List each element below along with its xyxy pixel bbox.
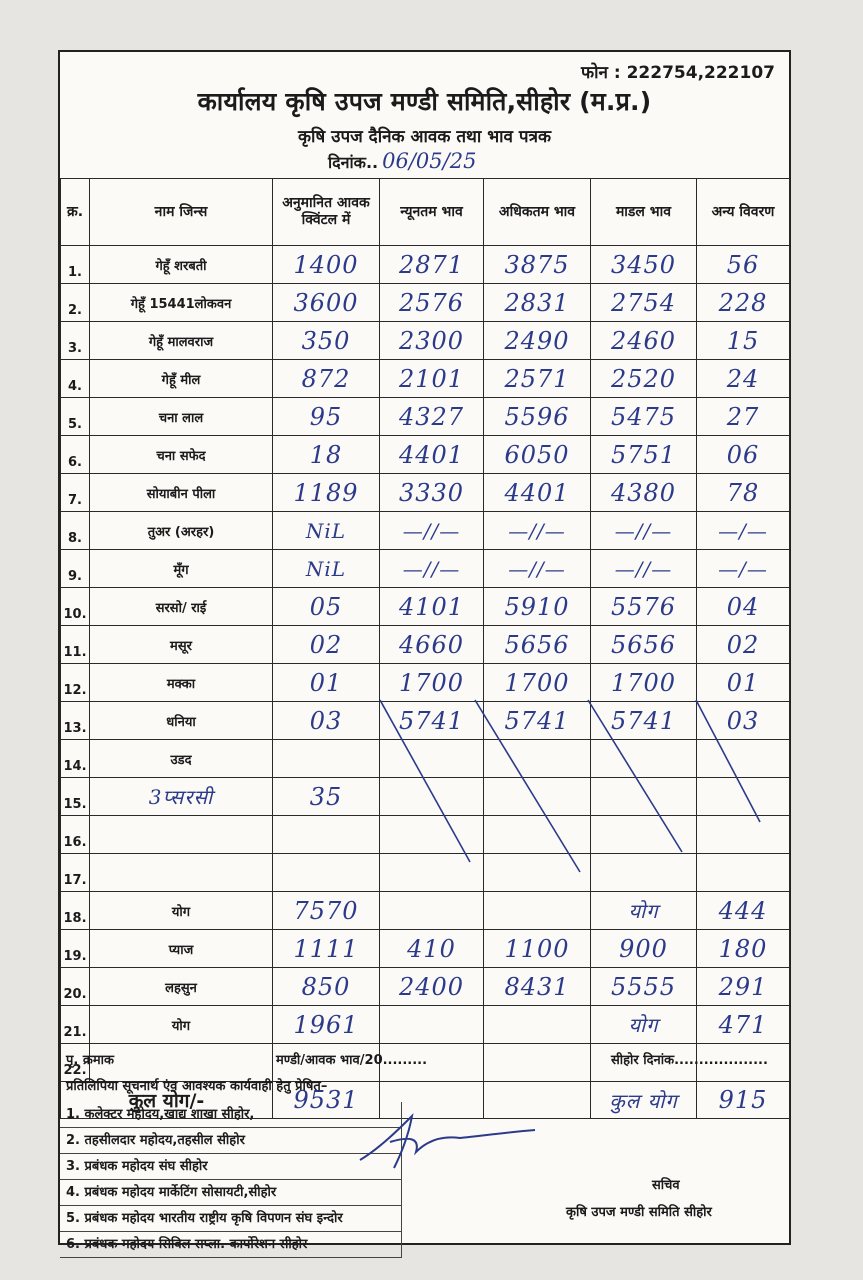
- row-max-price: 2490: [484, 322, 591, 360]
- row-number: 22.: [61, 1044, 90, 1082]
- row-commodity: मक्का: [90, 664, 273, 702]
- row-number: 16.: [61, 816, 90, 854]
- row-number: 18.: [61, 892, 90, 930]
- row-min-price: 2400: [380, 968, 484, 1006]
- row-other: 228: [697, 284, 790, 322]
- row-number: 1.: [61, 246, 90, 284]
- row-max-price: 2831: [484, 284, 591, 322]
- row-commodity: [90, 854, 273, 892]
- row-commodity: प्याज: [90, 930, 273, 968]
- row-modal-price: 5751: [591, 436, 697, 474]
- row-number: 2.: [61, 284, 90, 322]
- row-min-price: 1700: [380, 664, 484, 702]
- row-arrival: 350: [273, 322, 380, 360]
- row-arrival: NiL: [273, 550, 380, 588]
- row-arrival: 35: [273, 778, 380, 816]
- grand-total-arrival: 9531: [273, 1082, 380, 1119]
- row-commodity: मसूर: [90, 626, 273, 664]
- row-modal-price: 5656: [591, 626, 697, 664]
- row-number: 19.: [61, 930, 90, 968]
- sehore-date: सीहोर दिनांक...................: [611, 1053, 768, 1068]
- rates-table: [60, 178, 790, 1119]
- table-row: [61, 626, 790, 664]
- table-row: [61, 702, 790, 740]
- row-commodity: मूँग: [90, 550, 273, 588]
- phone-numbers: फोन : 222754,222107: [581, 63, 775, 83]
- row-other: [697, 740, 790, 778]
- row-arrival: 7570: [273, 892, 380, 930]
- row-number: 11.: [61, 626, 90, 664]
- sheet-subtitle: कृषि उपज दैनिक आवक तथा भाव पत्रक: [297, 127, 552, 147]
- row-modal-price: [591, 740, 697, 778]
- col-header-sn: क्र.: [61, 179, 90, 246]
- col-header-arrival: अनुमानित आवक क्विंटल में: [273, 179, 380, 246]
- row-number: 8.: [61, 512, 90, 550]
- row-modal-price: 2520: [591, 360, 697, 398]
- signature: [350, 1108, 540, 1178]
- row-arrival: 03: [273, 702, 380, 740]
- row-other: 27: [697, 398, 790, 436]
- row-modal-price: —//—: [591, 550, 697, 588]
- row-commodity: तुअर (अरहर): [90, 512, 273, 550]
- col-header-modal-price: माडल भाव: [591, 179, 697, 246]
- row-other: 56: [697, 246, 790, 284]
- row-number: 12.: [61, 664, 90, 702]
- row-max-price: [484, 1044, 591, 1082]
- row-number: 21.: [61, 1006, 90, 1044]
- committee-label: कृषि उपज मण्डी समिति सीहोर: [566, 1205, 712, 1220]
- table-row: [61, 474, 790, 512]
- row-number: 6.: [61, 436, 90, 474]
- table-row: [61, 1006, 790, 1044]
- row-max-price: 6050: [484, 436, 591, 474]
- row-arrival: 850: [273, 968, 380, 1006]
- row-min-price: —//—: [380, 550, 484, 588]
- row-max-price: 8431: [484, 968, 591, 1006]
- table-row: [61, 360, 790, 398]
- secretary-label: सचिव: [652, 1178, 680, 1193]
- row-min-price: 4401: [380, 436, 484, 474]
- row-number: 10.: [61, 588, 90, 626]
- row-number: 14.: [61, 740, 90, 778]
- col-header-min-price: न्यूनतम भाव: [380, 179, 484, 246]
- row-min-price: [380, 816, 484, 854]
- row-commodity: उडद: [90, 740, 273, 778]
- row-max-price: 5741: [484, 702, 591, 740]
- row-max-price: [484, 740, 591, 778]
- row-other: 471: [697, 1006, 790, 1044]
- row-other: [697, 816, 790, 854]
- row-modal-price: [591, 778, 697, 816]
- ref-number: पृ. क्रमाक: [66, 1053, 114, 1068]
- row-arrival: 872: [273, 360, 380, 398]
- table-row: [61, 854, 790, 892]
- row-other: —/—: [697, 550, 790, 588]
- row-number: 4.: [61, 360, 90, 398]
- row-min-price: 5741: [380, 702, 484, 740]
- table-row: [61, 930, 790, 968]
- row-modal-price: 2460: [591, 322, 697, 360]
- row-arrival: 1189: [273, 474, 380, 512]
- row-min-price: [380, 854, 484, 892]
- row-modal-price: 5475: [591, 398, 697, 436]
- row-number: 15.: [61, 778, 90, 816]
- row-commodity: गेहूँ शरबती: [90, 246, 273, 284]
- row-other: 15: [697, 322, 790, 360]
- row-min-price: 2871: [380, 246, 484, 284]
- row-modal-price: [591, 816, 697, 854]
- row-max-price: 5596: [484, 398, 591, 436]
- row-arrival: 18: [273, 436, 380, 474]
- col-header-commodity: नाम जिन्स: [90, 179, 273, 246]
- row-number: 5.: [61, 398, 90, 436]
- row-arrival: 1400: [273, 246, 380, 284]
- col-header-other: अन्य विवरण: [697, 179, 790, 246]
- recipient-item: 3. प्रबंधक महोदय संघ सीहोर: [60, 1154, 402, 1180]
- row-commodity: सोयाबीन पीला: [90, 474, 273, 512]
- row-arrival: 95: [273, 398, 380, 436]
- table-row: [61, 246, 790, 284]
- table-row: [61, 778, 790, 816]
- row-max-price: [484, 778, 591, 816]
- table-row: [61, 740, 790, 778]
- table-header-row: [61, 179, 790, 246]
- row-max-price: —//—: [484, 512, 591, 550]
- row-other: 02: [697, 626, 790, 664]
- row-modal-price: 5576: [591, 588, 697, 626]
- row-modal-price: 4380: [591, 474, 697, 512]
- row-modal-price: योग: [591, 892, 697, 930]
- copy-to-line: प्रतिलिपिया सूचनार्थ एंव आवश्यक कार्यवाही हेतु प्रेषित–: [66, 1079, 328, 1094]
- row-other: 06: [697, 436, 790, 474]
- row-arrival: 1111: [273, 930, 380, 968]
- rate-sheet: [58, 50, 791, 1252]
- row-other: 24: [697, 360, 790, 398]
- row-min-price: 2576: [380, 284, 484, 322]
- row-modal-price: 5555: [591, 968, 697, 1006]
- row-min-price: [380, 1006, 484, 1044]
- recipient-item: 5. प्रबंधक महोदय भारतीय राष्ट्रीय कृषि विपणन संघ इन्दोर: [60, 1206, 402, 1232]
- table-row: [61, 284, 790, 322]
- recipient-item: 4. प्रबंधक महोदय मार्केटिंग सोसायटी,सीहोर: [60, 1180, 402, 1206]
- row-modal-price: 2754: [591, 284, 697, 322]
- table-row: [61, 322, 790, 360]
- date-line: दिनांक.. 06/05/25: [328, 149, 477, 173]
- grand-total-other: 915: [697, 1082, 790, 1119]
- row-max-price: 1100: [484, 930, 591, 968]
- row-min-price: 4327: [380, 398, 484, 436]
- row-other: 78: [697, 474, 790, 512]
- table-row: [61, 588, 790, 626]
- table-row: [61, 398, 790, 436]
- table-row: [61, 968, 790, 1006]
- row-arrival: NiL: [273, 512, 380, 550]
- row-max-price: 1700: [484, 664, 591, 702]
- row-commodity: गेहूँ मील: [90, 360, 273, 398]
- row-modal-price: [591, 854, 697, 892]
- date-label: दिनांक: [328, 153, 366, 172]
- row-arrival: [273, 740, 380, 778]
- row-modal-price: 5741: [591, 702, 697, 740]
- office-title: कार्यालय कृषि उपज मण्डी समिति,सीहोर (म.प्र.): [197, 87, 652, 116]
- row-commodity: 3प्सरसी: [90, 778, 273, 816]
- row-commodity: चना लाल: [90, 398, 273, 436]
- date-value: 06/05/25: [382, 149, 477, 173]
- mandi-ref: मण्डी/आवक भाव/20.........: [276, 1053, 428, 1068]
- row-min-price: [380, 740, 484, 778]
- row-max-price: 5656: [484, 626, 591, 664]
- row-min-price: 2300: [380, 322, 484, 360]
- row-max-price: 2571: [484, 360, 591, 398]
- row-number: 20.: [61, 968, 90, 1006]
- row-other: 291: [697, 968, 790, 1006]
- row-other: [697, 778, 790, 816]
- recipient-item: 6. प्रबंधक महोदय सिविल सप्ला. कार्पोरेशन सीहोर: [60, 1232, 402, 1258]
- recipient-item: 1. कलेक्टर महोदय,खाद्य शाखा सीहोर,: [60, 1102, 402, 1128]
- row-other: 04: [697, 588, 790, 626]
- row-max-price: 3875: [484, 246, 591, 284]
- row-number: 3.: [61, 322, 90, 360]
- row-other: [697, 854, 790, 892]
- row-other: 444: [697, 892, 790, 930]
- row-other: —/—: [697, 512, 790, 550]
- row-commodity: चना सफेद: [90, 436, 273, 474]
- row-arrival: 3600: [273, 284, 380, 322]
- recipient-item: 2. तहसीलदार महोदय,तहसील सीहोर: [60, 1128, 402, 1154]
- row-number: 17.: [61, 854, 90, 892]
- row-commodity: धनिया: [90, 702, 273, 740]
- row-arrival: 05: [273, 588, 380, 626]
- col-header-max-price: अधिकतम भाव: [484, 179, 591, 246]
- row-min-price: [380, 892, 484, 930]
- row-min-price: 4660: [380, 626, 484, 664]
- row-max-price: [484, 854, 591, 892]
- row-arrival: 1961: [273, 1006, 380, 1044]
- row-min-price: [380, 778, 484, 816]
- row-number: 7.: [61, 474, 90, 512]
- row-other: 03: [697, 702, 790, 740]
- row-arrival: 02: [273, 626, 380, 664]
- table-row: [61, 512, 790, 550]
- row-arrival: [273, 816, 380, 854]
- row-modal-price: 900: [591, 930, 697, 968]
- table-row: [61, 892, 790, 930]
- row-commodity: योग: [90, 1006, 273, 1044]
- row-min-price: 2101: [380, 360, 484, 398]
- row-arrival: 01: [273, 664, 380, 702]
- row-min-price: 410: [380, 930, 484, 968]
- table-row: [61, 664, 790, 702]
- row-number: 13.: [61, 702, 90, 740]
- row-min-price: 3330: [380, 474, 484, 512]
- row-max-price: 5910: [484, 588, 591, 626]
- row-modal-price: 1700: [591, 664, 697, 702]
- row-modal-price: —//—: [591, 512, 697, 550]
- row-other: 180: [697, 930, 790, 968]
- row-number: 9.: [61, 550, 90, 588]
- row-max-price: [484, 892, 591, 930]
- row-commodity: योग: [90, 892, 273, 930]
- row-arrival: [273, 854, 380, 892]
- table-row: [61, 436, 790, 474]
- row-commodity: लहसुन: [90, 968, 273, 1006]
- grand-total-label: कुल योग/-: [61, 1082, 273, 1119]
- row-modal-price: योग: [591, 1006, 697, 1044]
- row-other: 01: [697, 664, 790, 702]
- row-max-price: [484, 1006, 591, 1044]
- row-modal-price: 3450: [591, 246, 697, 284]
- row-min-price: 4101: [380, 588, 484, 626]
- row-max-price: —//—: [484, 550, 591, 588]
- row-commodity: गेहूँ मालवराज: [90, 322, 273, 360]
- row-max-price: [484, 816, 591, 854]
- grand-total-modal-label: कुल योग: [591, 1082, 697, 1119]
- row-commodity: [90, 816, 273, 854]
- row-min-price: —//—: [380, 512, 484, 550]
- row-max-price: 4401: [484, 474, 591, 512]
- row-commodity: सरसो/ राई: [90, 588, 273, 626]
- table-row: [61, 816, 790, 854]
- row-commodity: गेहूँ 15441लोकवन: [90, 284, 273, 322]
- table-row: [61, 550, 790, 588]
